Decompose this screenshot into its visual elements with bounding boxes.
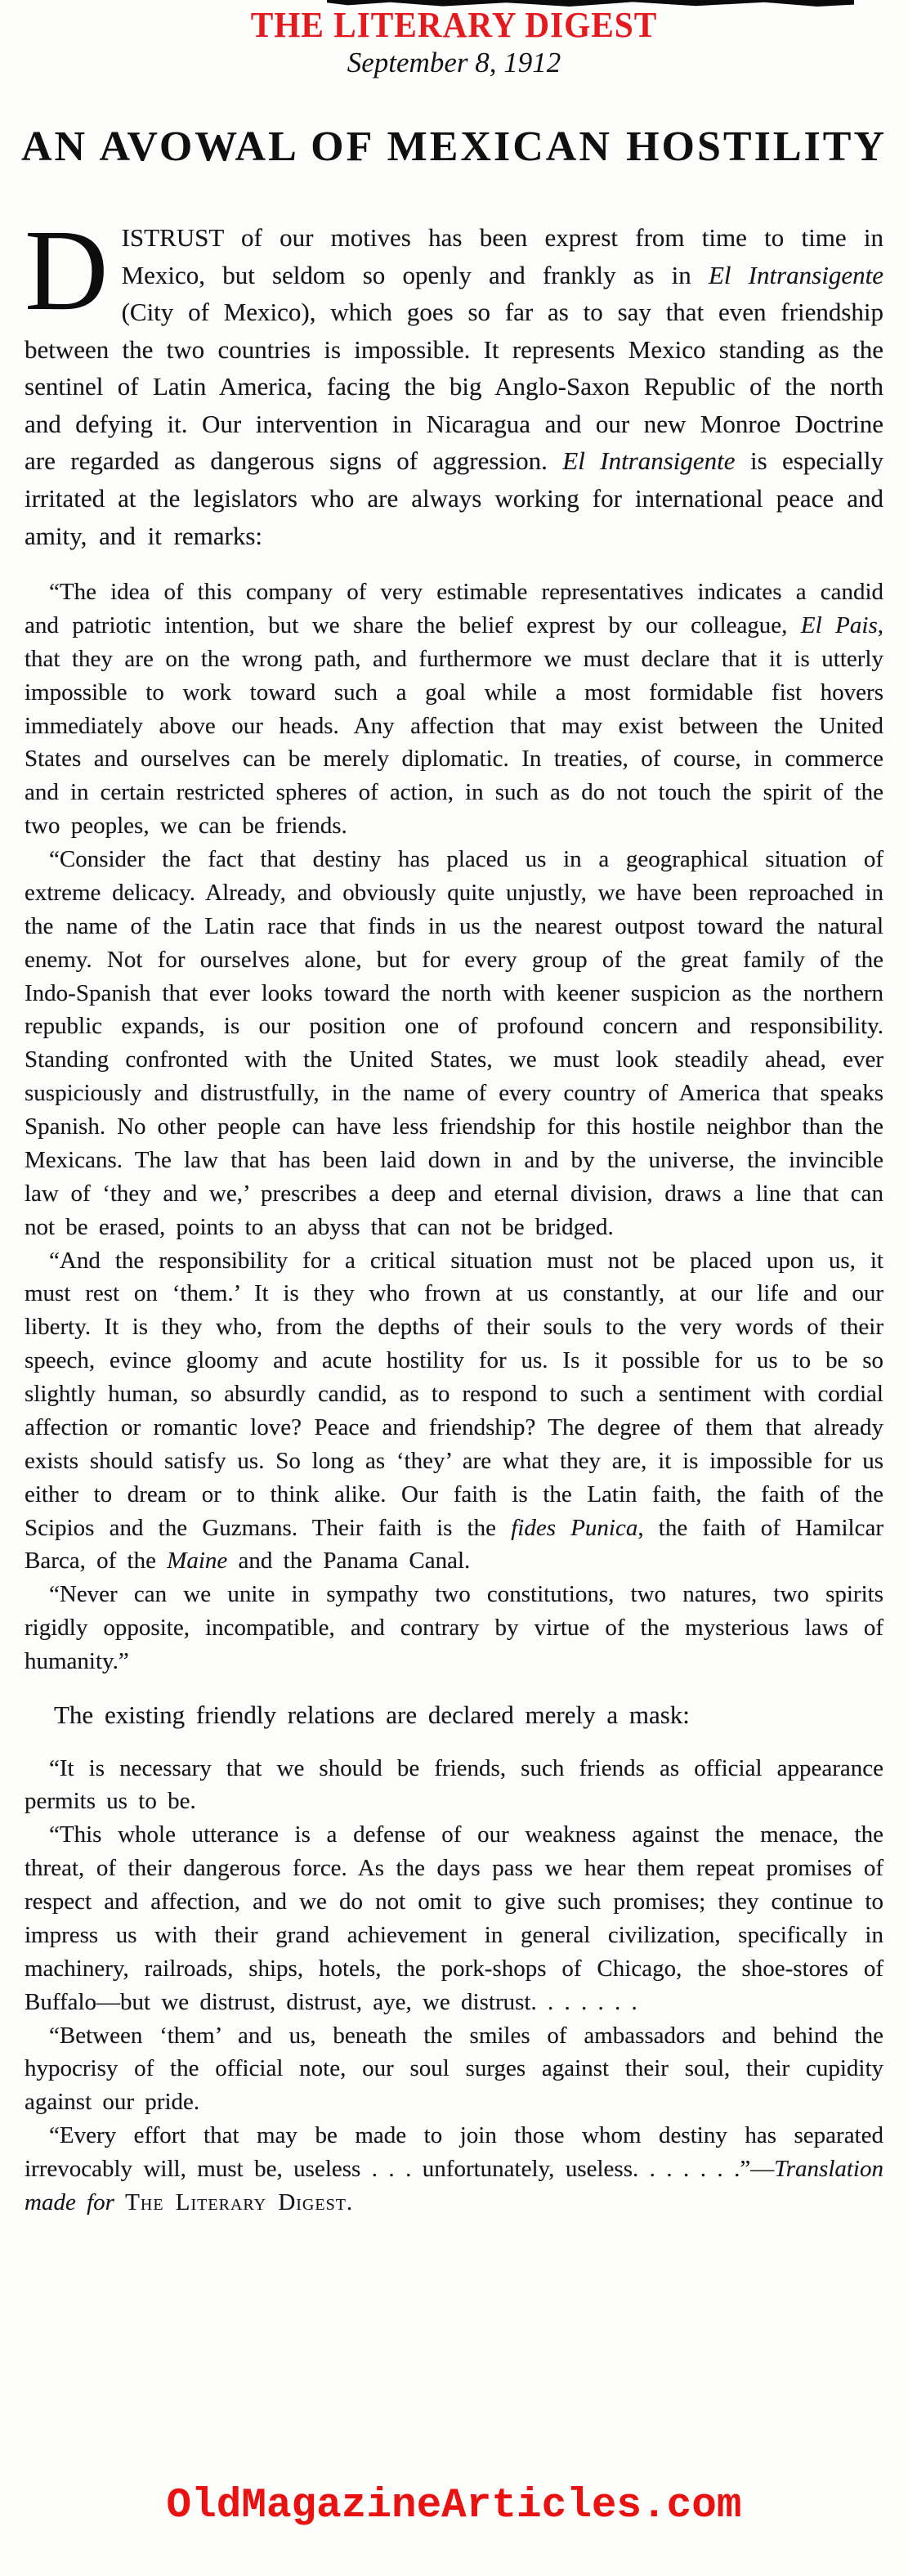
text-run: (City of Mexico), which goes so far as to say that even friendship between the two countries is impossible. It represents Mexico standing as the sentinel of Latin America, facing the big Anglo-Saxon Republic of the north and defying it. Our intervention in Nicaragua and our new Monroe Doctrine are regarded as dangerous signs of aggression. bbox=[25, 298, 883, 476]
text-run: “Between ‘them’ and us, beneath the smiles of ambassadors and behind the hypocrisy of the official note, our soul surges against their soul, their cupidity against our pride. bbox=[25, 2022, 883, 2116]
text-run: “And the responsibility for a critical situation must not be placed upon us, it must rest on ‘them.’ It is they who frown at us constantly, at our life and our liberty. It is they who, from the depths of their souls to the very words of their speech, evince gloomy and acute hostility for us. Is it possible for us to be so slightly human, so absurdly candid, as to respond to such a sentiment with cordial affection or romantic love? Peace and friendship? The degree of them that already exists should satisfy us. So long as ‘they’ are what they are, it is impossible for us either to dream or to think alike. Our faith is the Latin faith, the faith of the Scipios and the Guzmans. Their faith is the bbox=[25, 1247, 883, 1541]
article-paragraph-quote bbox=[25, 1244, 883, 1579]
text-run: ISTRUST of our motives has been exprest from time to time in Mexico, but seldom so openly and frankly as in bbox=[121, 223, 883, 289]
text-run: The existing friendly relations are declared merely a mask: bbox=[54, 1700, 690, 1729]
drop-cap: D bbox=[25, 205, 109, 334]
article-paragraph-quote bbox=[25, 576, 883, 843]
text-run: “This whole utterance is a defense of our weakness against the menace, the threat, of their dangerous force. As the days pass we hear them repeat promises of respect and affection, and we do not omit to give such promises; they continue to impress us with their grand achievement in general civilization, specifically in machinery, railroads, ships, hotels, the pork-shops of Chicago, the shoe-stores of Buffalo—but we distrust, distrust, aye, we distrust. . . . . . . bbox=[25, 1821, 883, 2015]
text-run: “Never can we unite in sympathy two constitutions, two natures, two spirits rigidly opposite, incompatible, and contrary by virtue of the mysterious laws of humanity.” bbox=[25, 1581, 883, 1675]
text-run: “Every effort that may be made to join those whom destiny has separated irrevocably will, must be, useless . . . unfortunately, useless. . . . . . .”— bbox=[25, 2122, 883, 2182]
text-run-italic: El Pais bbox=[800, 612, 878, 638]
article-paragraph-quote bbox=[25, 2019, 883, 2120]
article-paragraph-quote bbox=[25, 843, 883, 1244]
article-body bbox=[25, 205, 884, 2220]
text-run: , that they are on the wrong path, and furthermore we must declare that it is utterly impossible to work toward such a goal while a most formidable fist hovers immediately above our heads. Any affection that may exist between the United States and ourselves can be merely diplomatic. In treaties, of course, in commerce and in certain restricted spheres of action, in such as do not touch the spirit of the two peoples, we can be friends. bbox=[25, 612, 883, 840]
text-run: , the faith of Hamilcar Barca, of the bbox=[25, 1514, 883, 1575]
watermark-text: OldMagazineArticles.com bbox=[166, 2483, 742, 2529]
text-run-italic: El Intransigente bbox=[708, 260, 883, 289]
text-run-italic: Maine bbox=[167, 1548, 228, 1575]
text-run-italic: fides Punica bbox=[511, 1514, 638, 1541]
article-title: AN AVOWAL OF MEXICAN HOSTILITY bbox=[21, 123, 887, 170]
text-run: and the Panama Canal. bbox=[227, 1548, 471, 1575]
text-run-italic: Translation made for bbox=[25, 2156, 883, 2215]
article-paragraph-quote bbox=[25, 1752, 883, 1819]
text-run: “The idea of this company of very estimable representatives indicates a candid and patriotic intention, but we share the belief exprest by our colleague, bbox=[25, 579, 883, 638]
text-run: “Consider the fact that destiny has placed us in a geographical situation of extreme delicacy. Already, and obviously quite unjustly, we have been reproached in the name of the Latin race that finds in us the nearest outpost toward the natural enemy. Not for ourselves alone, but for every group of the great family of the Indo-Spanish that ever looks toward the north with keener suspicion as the northern republic expands, is our position one of profound concern and responsibility. Standing confronted with the United States, we must look steadily ahead, ever suspiciously and distrustfully, in the name of every country of America that speaks Spanish. No other people can have less friendship for this hostile neighbor than the Mexicans. The law that has been laid down in and by the universe, the invincible law of ‘they and we,’ prescribes a deep and eternal division, draws a line that can not be erased, points to an abyss that can not be bridged. bbox=[25, 846, 883, 1240]
article-paragraph-intro bbox=[25, 205, 884, 554]
text-run-italic: El Intransigente bbox=[562, 446, 736, 476]
issue-date: September 8, 1912 bbox=[347, 47, 561, 78]
article-paragraph-quote bbox=[25, 2119, 883, 2220]
text-run-smallcaps: The Literary Digest. bbox=[125, 2188, 354, 2215]
text-run: is especially irritated at the legislators who are always working for international peace and amity, and it remarks: bbox=[25, 446, 884, 550]
article-paragraph-quote bbox=[25, 1818, 883, 2018]
article-paragraph-editorial bbox=[25, 1696, 883, 1734]
article-paragraph-quote bbox=[25, 1578, 883, 1678]
text-run bbox=[114, 2189, 125, 2215]
publication-title: THE LITERARY DIGEST bbox=[250, 5, 658, 45]
text-run: “It is necessary that we should be friends, such friends as official appearance permits us to be. bbox=[25, 1754, 883, 1815]
